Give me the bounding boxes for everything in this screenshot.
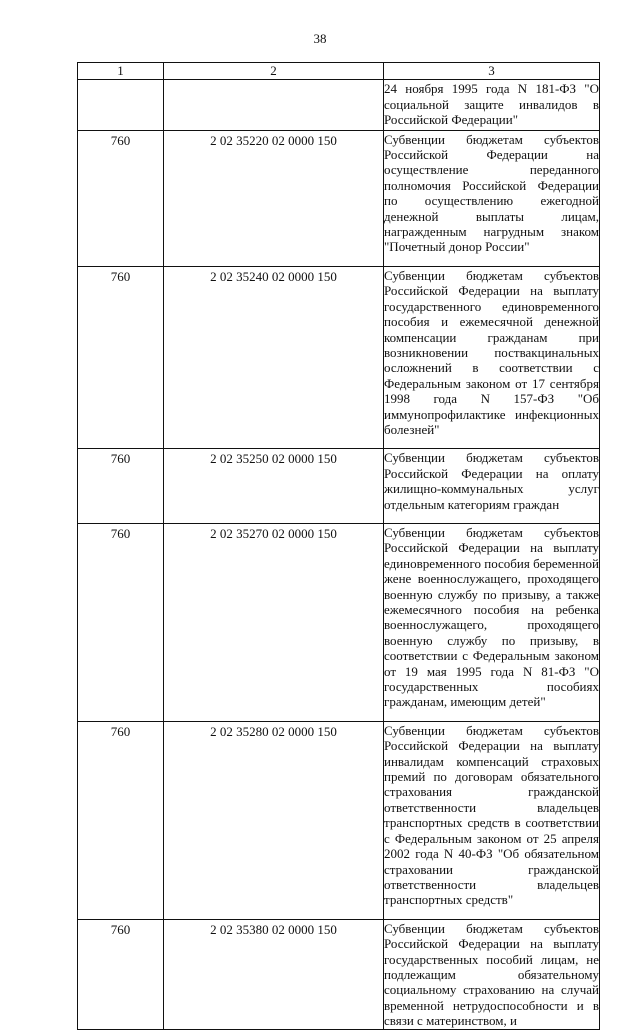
description-cell: Субвенции бюджетам субъектов Российской Федерации на осуществление переданного полномочия Российской Федерации по осуществлению ежегодной денежной выплаты лицам, награжденным нагрудным знаком "Почетный донор России" (384, 130, 600, 266)
description-cell: 24 ноября 1995 года N 181-ФЗ "О социальной защите инвалидов в Российской Федерации" (384, 80, 600, 130)
column-header-1: 1 (78, 63, 164, 80)
page-number: 38 (313, 31, 327, 46)
description-cell: Субвенции бюджетам субъектов Российской Федерации на выплату единовременного пособия беременной жене военнослужащего, проходящего военную службу по призыву, а также ежемесячного пособия на ребенка военнослужащего, проходящего военную службу по призыву, в соответствии с Федеральным законом от 19 мая 1995 года N 81-ФЗ "О государственных пособиях гражданам, имеющим детей" (384, 523, 600, 721)
column-header-2: 2 (164, 63, 384, 80)
description-cell: Субвенции бюджетам субъектов Российской Федерации на выплату государственных пособий лицам, не подлежащим обязательному социальному страхованию на случай временной нетрудоспособности и в связи с материнством, и (384, 920, 599, 1029)
table-row (78, 449, 600, 524)
description-cell: Субвенции бюджетам субъектов Российской Федерации на выплату инвалидам компенсаций страховых премий по договорам обязательного страхования гражданской ответственности владельцев транспортных средств в соответствии с Федеральным законом от 25 апреля 2002 года N 40-ФЗ "Об обязательном страховании гражданской ответственности владельцев транспортных средств" (384, 721, 600, 919)
revenue-code-cell: 2 02 35280 02 0000 150 (164, 721, 384, 919)
admin-code-cell: 760 (78, 721, 164, 919)
budget-codes-table (77, 62, 600, 1030)
table-row (78, 919, 600, 1029)
admin-code-cell (78, 80, 164, 130)
revenue-code-cell (164, 80, 384, 130)
admin-code-cell: 760 (78, 130, 164, 266)
admin-code-cell: 760 (78, 919, 164, 1029)
admin-code-cell: 760 (78, 449, 164, 524)
table-row (78, 80, 600, 130)
admin-code-cell: 760 (78, 266, 164, 448)
revenue-code-cell: 2 02 35270 02 0000 150 (164, 523, 384, 721)
revenue-code-cell: 2 02 35380 02 0000 150 (164, 919, 384, 1029)
revenue-code-cell: 2 02 35240 02 0000 150 (164, 266, 384, 448)
description-cell: Субвенции бюджетам субъектов Российской Федерации на оплату жилищно-коммунальных услуг отдельным категориям граждан (384, 449, 600, 524)
admin-code-cell: 760 (78, 523, 164, 721)
table-row (78, 266, 600, 448)
description-cell: Субвенции бюджетам субъектов Российской Федерации на выплату государственного единовременного пособия и ежемесячной денежной компенсации гражданам при возникновении поствакцинальных осложнений в соответствии с Федеральным законом от 17 сентября 1998 года N 157-ФЗ "Об иммунопрофилактике инфекционных болезней" (384, 266, 600, 448)
table-row (78, 130, 600, 266)
table-row (78, 523, 600, 721)
header-row (78, 63, 600, 80)
revenue-code-cell: 2 02 35250 02 0000 150 (164, 449, 384, 524)
revenue-code-cell: 2 02 35220 02 0000 150 (164, 130, 384, 266)
table-row (78, 721, 600, 919)
column-header-3: 3 (384, 63, 600, 80)
